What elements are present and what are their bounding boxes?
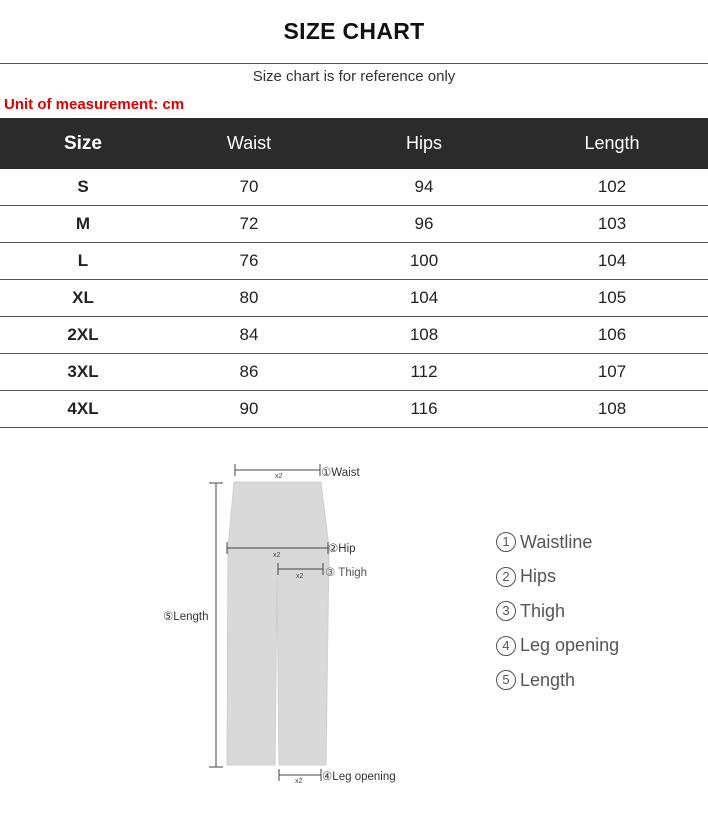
size-table [0, 118, 708, 428]
circled-number-icon: 5 [496, 670, 516, 690]
circled-number-icon: 4 [496, 636, 516, 656]
legend-label: Leg opening [520, 635, 620, 656]
divider [0, 63, 708, 64]
thigh-label: ③ Thigh [325, 567, 368, 579]
hip-label: ②Hip [328, 543, 356, 555]
table-row [0, 243, 708, 280]
leg-opening-label: ④Leg opening [322, 771, 396, 783]
cell-length: 106 [597, 325, 627, 344]
table-row [0, 280, 708, 317]
cell-hips: 116 [410, 399, 438, 418]
cell-hips: 94 [414, 177, 434, 196]
legend-label: Length [520, 669, 576, 690]
cell-length: 102 [597, 177, 627, 196]
cell-waist: 72 [239, 214, 259, 233]
legend-item [496, 594, 619, 629]
hip-multiplier: x2 [273, 552, 281, 559]
thigh-multiplier: x2 [296, 573, 304, 580]
table-row [0, 317, 708, 354]
waist-multiplier: x2 [275, 473, 283, 480]
cell-hips: 112 [410, 362, 438, 381]
cell-length: 105 [597, 288, 627, 307]
length-label: ⑤Length [163, 611, 209, 623]
circled-number-icon: 3 [496, 601, 516, 621]
reference-note: Size chart is for reference only [252, 68, 456, 85]
cell-waist: 86 [239, 362, 259, 381]
column-header-size: Size [63, 132, 103, 154]
leg-opening-multiplier: x2 [295, 778, 303, 785]
cell-size: S [77, 177, 89, 196]
legend-item [496, 525, 619, 560]
circled-number-icon: 2 [496, 567, 516, 587]
legend-item [496, 560, 619, 595]
cell-hips: 96 [414, 214, 434, 233]
length-measure-line [209, 483, 223, 767]
cell-size: 2XL [67, 325, 99, 344]
table-row [0, 206, 708, 243]
measurement-legend [496, 525, 619, 698]
cell-length: 108 [597, 399, 627, 418]
cell-size: XL [72, 288, 94, 307]
legend-item [496, 663, 619, 698]
legend-item [496, 629, 619, 664]
table-row [0, 391, 708, 428]
cell-length: 103 [597, 214, 627, 233]
cell-size: 4XL [67, 399, 99, 418]
legend-label: Thigh [520, 600, 566, 621]
cell-waist: 90 [239, 399, 259, 418]
cell-length: 104 [597, 251, 627, 270]
column-header-waist: Waist [226, 133, 272, 153]
cell-size: M [75, 214, 91, 233]
pants-silhouette [227, 482, 329, 765]
column-header-length: Length [584, 133, 640, 153]
pants-measurement-diagram [150, 450, 440, 800]
column-header-hips: Hips [405, 133, 442, 153]
legend-label: Hips [520, 566, 557, 587]
cell-waist: 84 [239, 325, 259, 344]
waist-label: ①Waist [321, 467, 360, 479]
table-header [0, 118, 708, 169]
cell-hips: 108 [409, 325, 439, 344]
cell-waist: 70 [239, 177, 259, 196]
legend-label: Waistline [520, 531, 593, 552]
page-title: SIZE CHART [283, 18, 425, 44]
table-row [0, 354, 708, 391]
cell-length: 107 [597, 362, 627, 381]
cell-waist: 76 [239, 251, 259, 270]
circled-number-icon: 1 [496, 532, 516, 552]
cell-hips: 100 [409, 251, 439, 270]
cell-hips: 104 [409, 288, 439, 307]
unit-label: Unit of measurement: cm [4, 96, 185, 113]
table-row [0, 169, 708, 206]
cell-waist: 80 [239, 288, 259, 307]
cell-size: L [77, 251, 89, 270]
cell-size: 3XL [67, 362, 99, 381]
